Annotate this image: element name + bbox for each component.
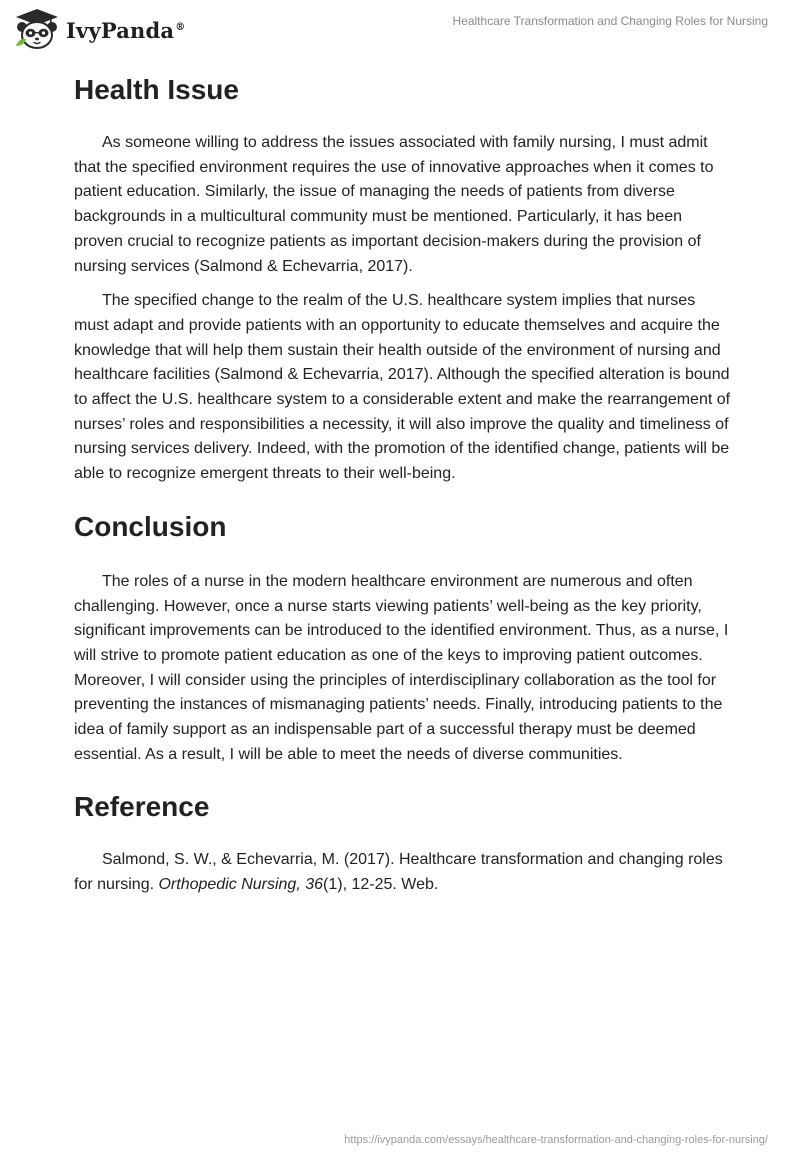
- reference-authors: Salmond, S. W., & Echevarria, M. (2017). Healthcare transformation and changing roles for nursing.: [74, 851, 723, 894]
- reference-journal: Orthopedic Nursing, 36: [158, 876, 324, 894]
- document-title: Healthcare Transformation and Changing Roles for Nursing: [452, 14, 768, 28]
- section-conclusion: [74, 507, 734, 768]
- heading-reference: Reference: [74, 791, 210, 823]
- logo-wordmark: [66, 18, 185, 43]
- conclusion-paragraph: The roles of a nurse in the modern healthcare environment are numerous and often challenging. However, once a nurse starts viewing patients’ well-being as the key priority, significant improvements can be introduced to the identified environment. Thus, as a nurse, I will strive to promote patient education as one of the keys to improving patient outcomes. Moreover, I will consider using the principles of interdisciplinary collaboration as the tool for preventing the instances of mismanaging patients’ needs. Finally, introducing patients to the idea of family support as an indispensable part of a successful therapy must be deemed essential. As a result, I will be able to meet the needs of diverse communities.: [74, 572, 729, 763]
- reference-issue-pages: (1), 12-25. Web.: [323, 876, 439, 894]
- essay-content: [74, 70, 734, 898]
- section-health-issue: [74, 70, 734, 487]
- registered-mark: ®: [175, 21, 186, 33]
- panda-logo-icon: [14, 8, 60, 50]
- section-reference: [74, 787, 734, 897]
- heading-conclusion: Conclusion: [74, 510, 227, 542]
- heading-health-issue: Health Issue: [74, 74, 239, 105]
- logo-name: IvyPanda: [66, 17, 175, 43]
- ivypanda-logo[interactable]: [14, 8, 185, 50]
- reference-entry: [74, 848, 734, 897]
- page-header: [0, 0, 800, 60]
- source-url-link[interactable]: https://ivypanda.com/essays/healthcare-transformation-and-changing-roles-for-nursing/: [344, 1134, 768, 1146]
- health-paragraph-2: The specified change to the realm of the U.S. healthcare system implies that nurses must adapt and provide patients with an opportunity to educate themselves and acquire the knowledge that will help them sustain their health outside of the environment of nursing and healthcare facilities (Salmond & Echevarria, 2017). Although the specified alteration is bound to affect the U.S. healthcare system to a considerable extent and make the rearrangement of nurses’ roles and responsibilities a necessity, it will also improve the quality and timeliness of nursing services delivery. Indeed, with the promotion of the identified change, patients will be able to recognize emergent threats to their well-being.: [74, 292, 731, 483]
- health-paragraph-1: As someone willing to address the issues associated with family nursing, I must admit that the specified environment requires the use of innovative approaches when it comes to patient education. Similarly, the issue of managing the needs of patients from diverse backgrounds in a multicultural community must be mentioned. Particularly, it has been proven crucial to recognize patients as important decision-makers during the provision of nursing services (Salmond & Echevarria, 2017).: [74, 134, 714, 275]
